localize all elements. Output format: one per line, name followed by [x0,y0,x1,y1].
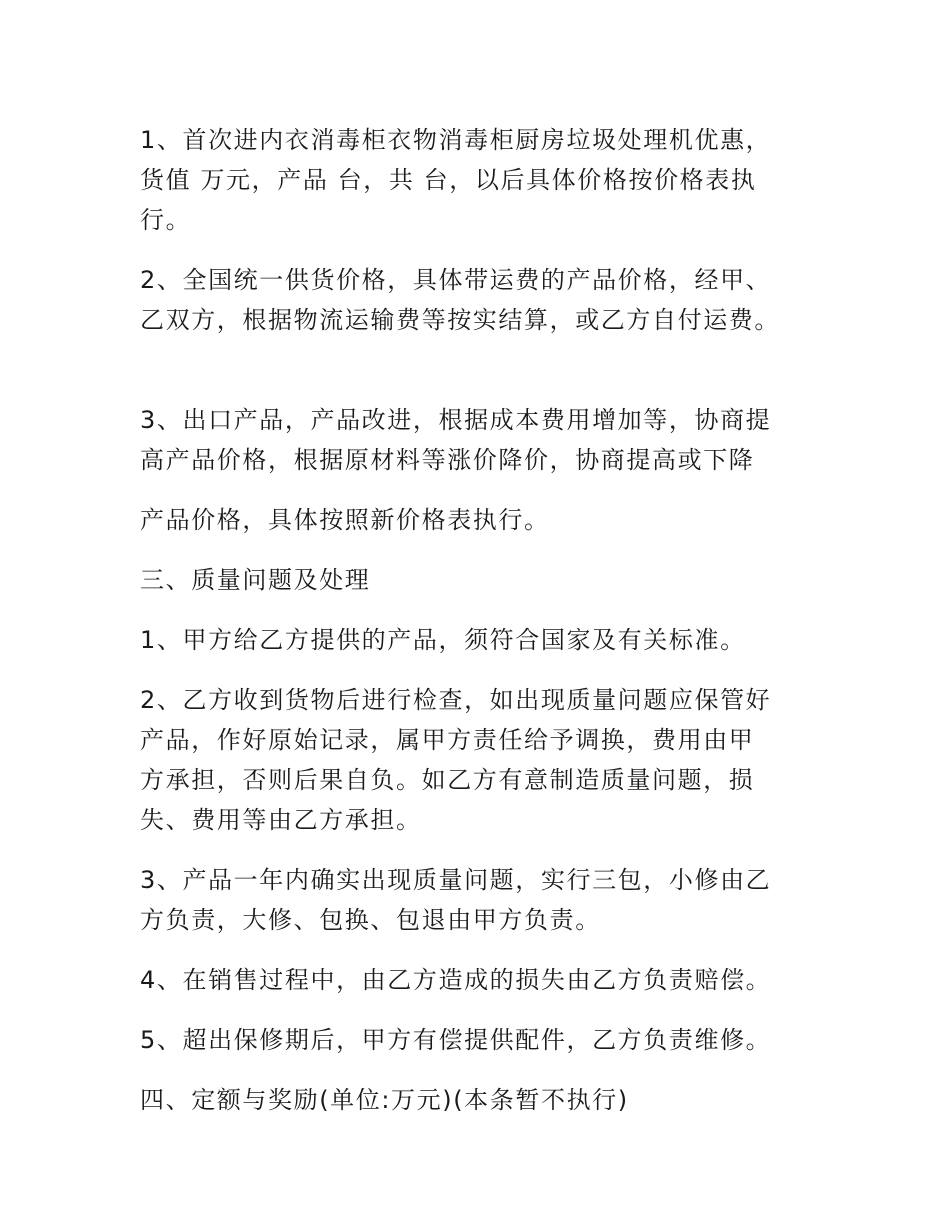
text-line: 2、乙方收到货物后进行检查，如出现质量问题应保管好 [140,686,772,714]
text-line: 4、在销售过程中，由乙方造成的损失由乙方负责赔偿。 [140,966,772,994]
text-line: 1、甲方给乙方提供的产品，须符合国家及有关标准。 [140,626,746,654]
text-line: 3、出口产品，产品改进，根据成本费用增加等，协商提 [140,406,772,434]
heading-line: 四、定额与奖励(单位:万元)(本条暂不执行) [140,1086,629,1114]
text-line: 高产品价格，根据原材料等涨价降价，协商提高或下降 [140,446,755,474]
text-line: 失、费用等由乙方承担。 [140,806,422,834]
text-line: 1、首次进内衣消毒柜衣物消毒柜厨房垃圾处理机优惠， [140,126,772,154]
heading-line: 三、质量问题及处理 [140,566,371,594]
paragraph-quality-clause-4 [140,960,810,1000]
text-line: 产品，作好原始记录，属甲方责任给予调换，费用由甲 [140,726,755,754]
section-heading-quality [140,560,810,600]
paragraph-quality-clause-5 [140,1020,810,1060]
text-line: 3、产品一年内确实出现质量问题，实行三包，小修由乙 [140,866,772,894]
text-line: 乙双方，根据物流运输费等按实结算，或乙方自付运费。 [140,306,780,334]
text-line: 产品价格，具体按照新价格表执行。 [140,506,550,534]
paragraph-price-clause-1 [140,120,810,240]
paragraph-quality-clause-2 [140,680,810,840]
paragraph-quality-clause-1 [140,620,810,660]
paragraph-price-clause-2 [140,260,810,340]
text-line: 2、全国统一供货价格，具体带运费的产品价格，经甲、 [140,266,772,294]
text-line: 货值 万元，产品 台，共 台，以后具体价格按价格表执 [140,166,757,194]
text-line: 行。 [140,206,192,234]
paragraph-quality-clause-3 [140,860,810,940]
text-line: 5、超出保修期后，甲方有偿提供配件，乙方负责维修。 [140,1026,772,1054]
section-heading-quota-reward [140,1080,810,1120]
paragraph-price-clause-3-continued [140,500,810,540]
text-line: 方负责，大修、包换、包退由甲方负责。 [140,906,601,934]
text-line: 方承担，否则后果自负。如乙方有意制造质量问题，损 [140,766,755,794]
paragraph-price-clause-3 [140,400,810,480]
